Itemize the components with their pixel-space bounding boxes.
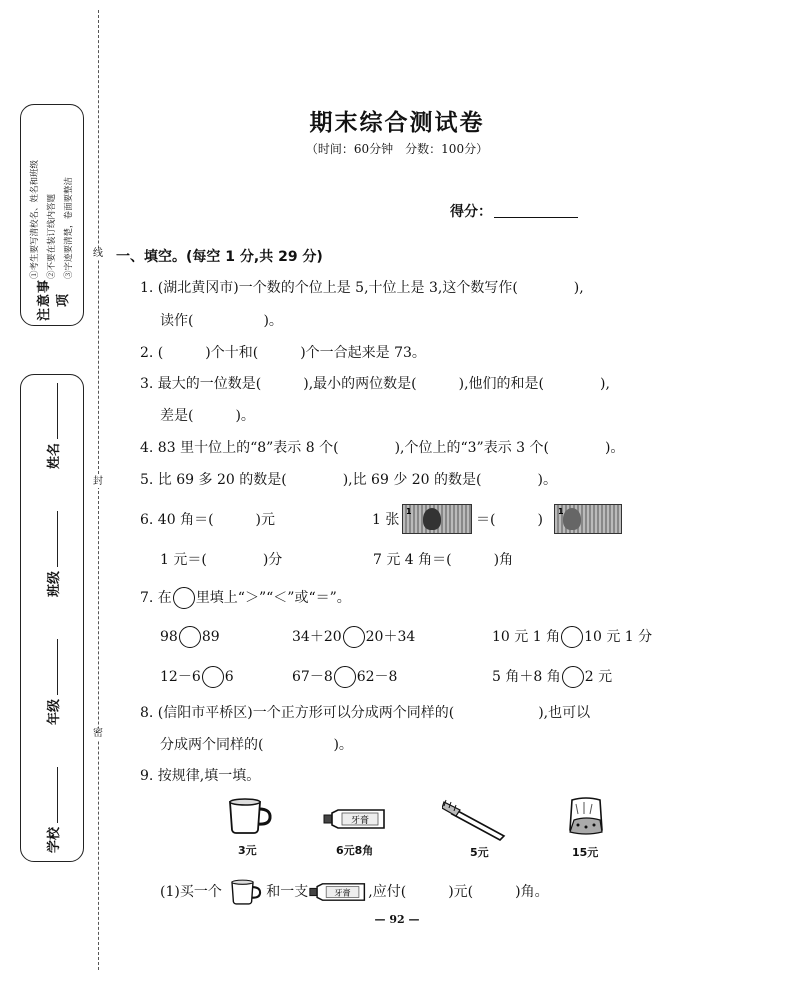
score-field[interactable] bbox=[450, 201, 578, 221]
compare-row-2-item-3: 5 角＋8 角 2 元 bbox=[492, 666, 612, 688]
compare-row-1-item-2: 34＋20 20＋34 bbox=[292, 626, 415, 648]
score-line[interactable] bbox=[494, 204, 578, 218]
question-2: 2. ( )个十和( )个一合起来是 73。 bbox=[140, 345, 426, 361]
compare-row-2-item-2: 67－8 62－8 bbox=[292, 666, 397, 688]
class-field[interactable] bbox=[46, 511, 58, 567]
binding-char-mi: 密 bbox=[93, 728, 103, 739]
question-6-part-3: 7 元 4 角＝( )角 bbox=[373, 552, 514, 568]
notice-box bbox=[20, 104, 84, 326]
compare-circle-1[interactable] bbox=[179, 626, 201, 648]
toothbrush-price: 5元 bbox=[470, 846, 489, 859]
page-title: 期末综合测试卷 bbox=[309, 110, 485, 136]
toothpaste-price: 6元8角 bbox=[336, 844, 374, 857]
compare-row-1-item-3: 10 元 1 角 10 元 1 分 bbox=[492, 626, 652, 648]
compare-circle-5[interactable] bbox=[334, 666, 356, 688]
section-heading: 一、填空。(每空 1 分,共 29 分) bbox=[116, 249, 323, 265]
binding-char-xian: 线 bbox=[93, 248, 103, 259]
name-label: 姓名 bbox=[46, 443, 62, 470]
question-8-line-1: 8. (信阳市平桥区)一个正方形可以分成两个同样的( ),也可以 bbox=[140, 705, 591, 721]
compare-circle-example bbox=[173, 587, 195, 609]
compare-circle-3[interactable] bbox=[561, 626, 583, 648]
notice-title: 注意事项 bbox=[37, 278, 71, 321]
notice-line-1: ①考生要写清校名、姓名和班级 bbox=[29, 159, 40, 279]
question-9-1: (1)买一个 和一支 牙膏 ,应付( )元( )角。 bbox=[160, 878, 549, 906]
grade-field[interactable] bbox=[46, 639, 58, 695]
question-8-line-2: 分成两个同样的( )。 bbox=[160, 737, 353, 753]
grade-label: 年级 bbox=[46, 699, 62, 726]
question-1-line-2: 读作( )。 bbox=[160, 313, 283, 329]
question-3-line-2: 差是( )。 bbox=[160, 408, 255, 424]
toothpaste-icon bbox=[322, 806, 388, 832]
page-subtitle: （时间：60分钟 分数：100分） bbox=[305, 142, 489, 156]
compare-circle-6[interactable] bbox=[562, 666, 584, 688]
student-info-box bbox=[20, 374, 84, 862]
cup-price: 3元 bbox=[238, 844, 257, 857]
toothbrush-icon bbox=[442, 798, 508, 842]
banknote-1-yuan-image: 1 bbox=[402, 504, 472, 534]
question-7: 7. 在 里填上“＞”“＜”或“＝”。 bbox=[140, 587, 351, 609]
notice-line-3: ③字迹要清楚，卷面要整洁 bbox=[63, 176, 74, 279]
question-9: 9. 按规律,填一填。 bbox=[140, 768, 261, 784]
binding-char-feng: 封 bbox=[93, 476, 103, 487]
question-6-part-1: 6. 40 角＝( )元 bbox=[140, 512, 275, 528]
school-label: 学校 bbox=[46, 826, 62, 853]
compare-row-1-item-1: 98 89 bbox=[160, 626, 220, 648]
notice-line-2: ②不要在装订线内答题 bbox=[46, 193, 57, 279]
question-1-line-1: 1. (湖北黄冈市)一个数的个位上是 5,十位上是 3,这个数写作( ), bbox=[140, 280, 584, 296]
cup-small-icon bbox=[226, 878, 266, 906]
toothpaste-label: 牙膏 bbox=[350, 816, 370, 826]
question-6-zhang: 1 张 bbox=[372, 512, 400, 528]
question-3-line-1: 3. 最大的一位数是( ),最小的两位数是( ),他们的和是( ), bbox=[140, 376, 610, 392]
question-6-part-2: 1 元＝( )分 bbox=[160, 552, 283, 568]
school-field[interactable] bbox=[46, 767, 58, 823]
score-label: 得分： bbox=[450, 204, 492, 220]
name-field[interactable] bbox=[46, 383, 58, 439]
page-number: — 92 — bbox=[374, 913, 420, 926]
toothpaste-small-label: 牙膏 bbox=[334, 887, 352, 898]
towel-icon bbox=[566, 796, 606, 838]
question-6-equals: ＝( ) bbox=[476, 512, 543, 528]
cup-icon bbox=[226, 796, 274, 836]
toothpaste-small-icon bbox=[308, 880, 368, 904]
question-4: 4. 83 里十位上的“8”表示 8 个( ),个位上的“3”表示 3 个( )。 bbox=[140, 440, 625, 456]
compare-row-2-item-1: 12－6 6 bbox=[160, 666, 234, 688]
banknote-1-jiao-image: 1 bbox=[554, 504, 622, 534]
towel-price: 15元 bbox=[572, 846, 599, 859]
question-5: 5. 比 69 多 20 的数是( ),比 69 少 20 的数是( )。 bbox=[140, 472, 557, 488]
class-label: 班级 bbox=[46, 571, 62, 598]
compare-circle-2[interactable] bbox=[343, 626, 365, 648]
compare-circle-4[interactable] bbox=[202, 666, 224, 688]
